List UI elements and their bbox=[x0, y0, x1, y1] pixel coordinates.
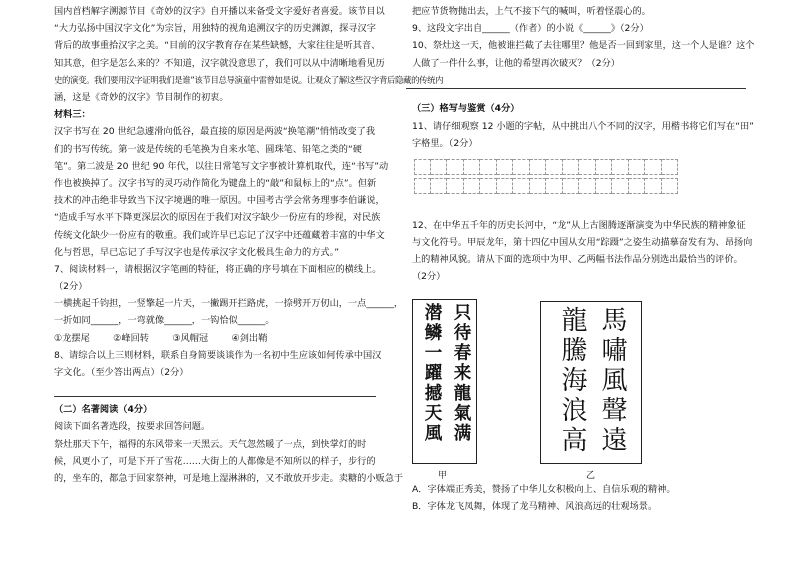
tianzige-cell[interactable] bbox=[464, 159, 481, 175]
option-b: B．字体龙飞凤舞，体现了龙马精神、风浪高远的壮观场景。 bbox=[412, 501, 658, 512]
tianzige-cell[interactable] bbox=[530, 178, 547, 194]
paragraph-line: 涵，这是《奇妙的汉字》节目制作的初衷。 bbox=[54, 92, 229, 103]
tianzige-cell[interactable] bbox=[431, 159, 448, 175]
paragraph-line: 史的演变。我们要用汉字证明我们是谁”该节目总导演童中雷曾如是说。让观众了解这些汉字背后隐藏的传统内 bbox=[54, 75, 444, 85]
section-two-heading: （二）名著阅读（4分） bbox=[54, 404, 153, 415]
calligraphy-column: 潜鳞一躍撼天風 bbox=[422, 303, 442, 444]
question-8-line: 字文化。（至少答出两点）（2分） bbox=[54, 367, 189, 378]
question-7-score: （2分） bbox=[54, 281, 88, 292]
calligraphy-yi bbox=[540, 301, 642, 464]
tianzige-cell[interactable] bbox=[464, 178, 481, 194]
paragraph-line: 化与哲思，早已忘记了手写汉字也是传承汉字文化极具生命力的方式。” bbox=[54, 247, 339, 258]
calligraphy-column: 只待春来龍氣满 bbox=[451, 303, 471, 444]
paragraph-line: “大力弘扬中国汉字文化”为宗旨，用独特的视角追溯汉字的历史渊源，探寻汉字 bbox=[54, 23, 376, 34]
tianzige-cell[interactable] bbox=[480, 178, 497, 194]
tianzige-cell[interactable] bbox=[645, 159, 662, 175]
question-12: 12、在中华五千年的历史长河中，“龙”从上古图腾逐渐演变为中华民族的精神象征 bbox=[412, 220, 746, 231]
tianzige-cell[interactable] bbox=[563, 178, 580, 194]
paragraph-line: 知其意，但字是怎么来的？不知道，汉字就没意思了，我们可以从中清晰地看见历 bbox=[54, 58, 385, 69]
tianzige-cell[interactable] bbox=[596, 159, 613, 175]
question-12-line: 上的精神风貌。请从下面的选项中为甲、乙两幅书法作品分别选出最恰当的评价。 bbox=[412, 254, 743, 265]
section-three-heading: （三）格写与鉴赏（4分） bbox=[412, 103, 520, 114]
tianzige-cell[interactable] bbox=[629, 159, 646, 175]
tianzige-cell[interactable] bbox=[579, 178, 596, 194]
calligraphy-jia bbox=[412, 299, 477, 464]
tianzige-cell[interactable] bbox=[414, 159, 431, 175]
calligraphy-column: 龍騰海浪高 bbox=[557, 306, 587, 456]
paragraph-line: 国内首档解字溯源节目《奇妙的汉字》自开播以来备受文字爱好者喜爱。该节目以 bbox=[54, 6, 385, 17]
question-12-line: 与文化符号。甲辰龙年，第十四亿中国从女用“踪蹑”之姿生动描摹奋发有为、昂扬向 bbox=[412, 237, 753, 248]
tianzige-cell[interactable] bbox=[513, 159, 530, 175]
question-11: 11、请仔细观察 12 小题的字帖，从中挑出八个不同的汉字，用楷书将它们写在“田” bbox=[412, 121, 754, 132]
tianzige-grid[interactable] bbox=[414, 178, 678, 194]
question-9: 9、这段文字出自______（作者）的小说《______》（2分） bbox=[412, 23, 649, 34]
paragraph-line: 汉字书写在 20 世纪急遽滑向低谷，最直接的原因是两波“换笔潮”悄悄改变了我 bbox=[54, 126, 376, 137]
paragraph-line: 作也被换掉了。汉字书写的灵巧动作简化为键盘上的“敲”和鼠标上的“点”。但新 bbox=[54, 178, 377, 189]
answer-line bbox=[406, 88, 746, 89]
tianzige-cell[interactable] bbox=[612, 159, 629, 175]
tianzige-cell[interactable] bbox=[447, 178, 464, 194]
calligraphy-column: 馬嘯風聲遠 bbox=[597, 306, 627, 456]
paragraph-line: 笔”。第二波是 20 世纪 90 年代，以往日常笔写文字事被计算机取代，连“书写”动 bbox=[54, 161, 389, 172]
question-7-line: 一折如同______，一弯就像______，一钩恰似______。 bbox=[54, 315, 275, 326]
question-11-line: 字格里。（2分） bbox=[412, 138, 478, 149]
tianzige-cell[interactable] bbox=[497, 159, 514, 175]
answer-line bbox=[54, 396, 376, 397]
question-12-score: （2分） bbox=[412, 271, 446, 282]
tianzige-cell[interactable] bbox=[497, 178, 514, 194]
tianzige-cell[interactable] bbox=[596, 178, 613, 194]
tianzige-cell[interactable] bbox=[563, 159, 580, 175]
tianzige-cell[interactable] bbox=[546, 159, 563, 175]
question-7: 7、阅读材料一，请根据汉字笔画的特征，将正确的序号填在下面相应的横线上。 bbox=[54, 264, 382, 275]
tianzige-cell[interactable] bbox=[645, 178, 662, 194]
yi-label: 乙 bbox=[586, 471, 596, 481]
tianzige-cell[interactable] bbox=[447, 159, 464, 175]
excerpt-line: 候，风更小了，可是下开了雪花……大街上的人都像是不知所以的样子，步行的 bbox=[54, 456, 376, 467]
tianzige-cell[interactable] bbox=[431, 178, 448, 194]
tianzige-cell[interactable] bbox=[546, 178, 563, 194]
tianzige-cell[interactable] bbox=[612, 178, 629, 194]
paragraph-line: 们的书写传统。第一波是传统的毛笔换为自来水笔、圆珠笔、铅笔之类的“硬 bbox=[54, 144, 362, 155]
question-10-line: 人做了一件什么事，让他的希望再次破灭？（2分） bbox=[412, 58, 620, 69]
tianzige-grid[interactable] bbox=[414, 159, 678, 175]
right-column bbox=[412, 0, 755, 561]
excerpt-line: 的，坐车的，都急于回家祭神，可是地上湿淋淋的，又不敢放开步走。卖糖的小贩急于 bbox=[54, 473, 404, 484]
question-7-line: 一横挑起千钧担，一竖擎起一片天，一撇踢开拦路虎，一捺劈开万仞山，一点______， bbox=[54, 298, 404, 309]
tianzige-cell[interactable] bbox=[629, 178, 646, 194]
question-7-options: ①龙摆尾 ②峰回转 ③风帽冠 ④剑出鞘 bbox=[54, 333, 268, 344]
question-10: 10、祭灶这一天，他被谁拦截了去往哪里？他是否一回到家里，这一个人是谁？这个 bbox=[412, 40, 755, 51]
option-a: A．字体端正秀美，赞扬了中华儿女积极向上、自信乐观的精神。 bbox=[412, 484, 676, 495]
material-three-heading: 材料三： bbox=[54, 109, 91, 120]
instruction-line: 阅读下面名著选段，按要求回答问题。 bbox=[54, 421, 211, 432]
paragraph-line: 背后的故事重拾汉字之美。“目前的汉字教育存在某些缺憾，大家往往是听其音、 bbox=[54, 40, 381, 51]
jia-label: 甲 bbox=[438, 471, 448, 481]
tianzige-cell[interactable] bbox=[530, 159, 547, 175]
excerpt-line: 祭灶那天下午，福得的东风带来一天黑云。天气忽然暖了一点，到快掌灯的时 bbox=[54, 439, 367, 450]
paragraph-line: 传统文化缺少一份应有的敬重。我们或许早已忘记了汉字中还蕴藏着丰富的中华文 bbox=[54, 230, 385, 241]
paragraph-line: “造成手写水平下降更深层次的原因在于我们对汉字缺少一份应有的珍视，对民族 bbox=[54, 212, 381, 223]
tianzige-cell[interactable] bbox=[579, 159, 596, 175]
tianzige-cell[interactable] bbox=[662, 159, 679, 175]
tianzige-cell[interactable] bbox=[414, 178, 431, 194]
paragraph-line: 技术的冲击绝非导致当下汉字境遇的唯一原因。中国考古学会常务理事李伯谦说， bbox=[54, 195, 385, 206]
tianzige-cell[interactable] bbox=[513, 178, 530, 194]
excerpt-line: 把应节货物抛出去，上气不接下气的喊叫，听着怪震心的。 bbox=[412, 6, 651, 17]
tianzige-cell[interactable] bbox=[480, 159, 497, 175]
question-8: 8、请综合以上三则材料，联系自身简要谈谈作为一名初中生应该如何传承中国汉 bbox=[54, 350, 382, 361]
tianzige-cell[interactable] bbox=[662, 178, 679, 194]
